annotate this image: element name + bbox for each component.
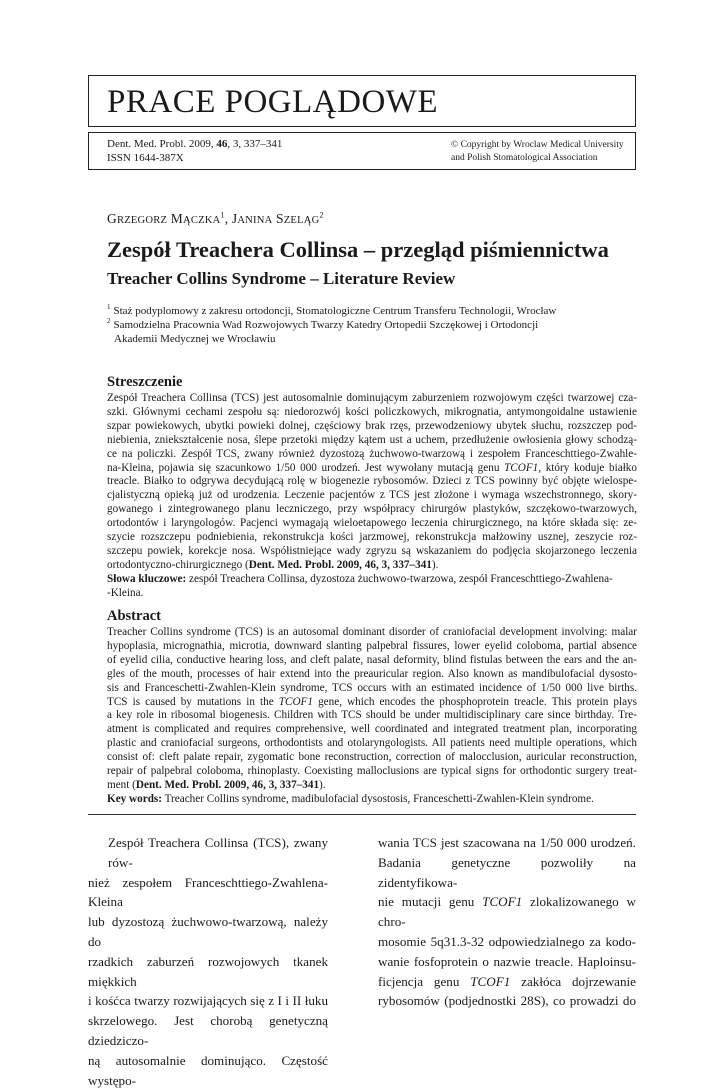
- text-run: ment (: [107, 778, 136, 791]
- body-column-left: [88, 833, 328, 1090]
- text-line: szpar powiekowych, ubytki powieki dolnej, częściowy brak rzęs, przewodzeniowy ubytek słuchu, rozszczep pod-: [107, 419, 637, 432]
- journal-name: Dent. Med. Probl. 2009,: [107, 138, 217, 150]
- body-line: skrzelowego. Jest chorobą genetyczną dziedziczo-: [88, 1013, 328, 1048]
- journal-issue-pages: , 3, 337–341: [227, 138, 283, 150]
- section-header-box: [88, 75, 636, 127]
- text-line: szycie rozszczepu podniebienia, rekonstrukcja kości jarzmowej, rekonstrukcja małżowiny usznej, zeszycie roz-: [107, 531, 637, 544]
- body-line: nież zespołem Franceschttiego-Zwahlena-Kleina: [88, 874, 328, 910]
- author-initial: J: [231, 211, 238, 226]
- keywords-text: Treacher Collins syndrome, madibulofacial dysostosis, Franceschetti-Zwahlen-Klein syndrome.: [162, 793, 594, 805]
- text-run: nie mutacji genu: [378, 894, 483, 910]
- body-line: ną autosomalnie dominująco. Częstość występo-: [88, 1052, 328, 1088]
- text-run: ortodontyczno-chirurgicznego (: [107, 558, 249, 571]
- affiliation-marker: 1: [107, 303, 111, 312]
- affiliation-text: Samodzielna Pracownia Wad Rozwojowych Twarzy Katedry Ortopedii Szczękowej i Ortodoncji: [113, 319, 539, 331]
- author-list: [107, 210, 324, 230]
- gene-name: TCOF1: [482, 894, 523, 910]
- body-line: wanie fosfoprotein o nazwie treacle. Haploinsu-: [378, 953, 636, 969]
- citation-ref: Dent. Med. Probl. 2009, 46, 3, 337–341: [248, 558, 432, 571]
- abstract-text: [107, 626, 637, 793]
- article-title-english: Treacher Collins Syndrome – Literature Review: [107, 269, 456, 288]
- text-run: ).: [431, 558, 439, 571]
- keywords-text: -Kleina.: [107, 586, 144, 599]
- body-line: rzadkich zaburzeń rozwojowych tkanek miękkich: [88, 953, 328, 989]
- text-line: niebienia, zniekształcenie nosa, ślepe przetoki między kątem ust a uchem, przedłużenie owłosienia głowy schodzą-: [107, 433, 637, 446]
- text-line: [107, 779, 637, 793]
- body-line: lub dyzostozą żuchwowo-twarzową, należy do: [88, 914, 328, 949]
- section-title: PRACE POGLĄDOWE: [107, 84, 439, 120]
- affiliation-1: [107, 304, 647, 318]
- author-name-part: ĄCZKA: [183, 215, 221, 226]
- text-line: a key role in ribosomal biogenesis. Children with TCS should be under multidisciplinary care since birthday. Tre-: [107, 709, 637, 722]
- gene-name: TCOF1: [504, 461, 539, 474]
- body-line: mosomie 5q31.3-32 odpowiedzialnego za kodo-: [378, 933, 636, 949]
- author-name-part: RZEGORZ: [116, 215, 168, 226]
- body-line: Zespół Treachera Collinsa (TCS), zwany rów-: [108, 835, 328, 870]
- body-column-right: [378, 833, 636, 1011]
- text-run: zakłóca dojrzewanie: [510, 973, 636, 989]
- text-run: na-Kleina, pojawia się szacunkowo 1/50 000 urodzeń. Jest wywołany mutacją genu: [107, 461, 505, 474]
- body-line: wania TCS jest szacowana na 1/50 000 urodzeń.: [378, 835, 636, 850]
- section-divider: [88, 814, 636, 815]
- author-affiliation-marker: 2: [319, 210, 324, 220]
- copyright-line: © Copyright by Wroclaw Medical University: [451, 140, 624, 150]
- text-line: of eyelid cilia, conductive hearing loss, and cleft palate, nasal deformity, blind fistulas between the ears and the an-: [107, 653, 637, 666]
- text-line: plastic and craniofacial surgeons, orthodontists and otolaryngologists. All patients need multiple operations, which: [107, 737, 637, 750]
- text-line: consist of: cleft palate repair, zygomatic bone reconstruction, correction of malocclusion, auricular reconstruction,: [107, 751, 637, 764]
- keywords-label: Słowa kluczowe:: [107, 573, 187, 585]
- text-line: szczepu powiek, korekcje nosa. Współistniejące wady zgryzu są wskazaniem do podjęcia skojarzonego leczenia: [107, 544, 637, 557]
- text-run: ).: [319, 778, 326, 791]
- gene-name: TCOF1: [470, 973, 511, 989]
- gene-name: TCOF1: [278, 695, 313, 708]
- text-line: [107, 696, 637, 710]
- keywords-label: Key words:: [107, 793, 162, 805]
- text-run: ficjencja genu: [378, 973, 471, 989]
- text-run: zlokalizowanego w chro-: [378, 894, 636, 930]
- text-line: repair of palpebral coloboma, rhinoplasty. Coexisting malloclusions are typical signs for orthodontic surgery treat-: [107, 765, 637, 778]
- body-line: i kośćca twarzy rozwijających się z I i II łuku: [88, 993, 328, 1009]
- text-line: ce na policzki. Zespół TCS, zwany również dyzostozą żuchwowo-twarzową i zespołem Franceschttiego-Zwahle-: [107, 447, 637, 460]
- streszczenie-text: [107, 392, 637, 573]
- text-line: szki. Głównymi cechami zespołu są: niedorozwój kości policzkowych, mikrognatia, antymongoidalne ustawienie: [107, 405, 637, 418]
- author-initial: S: [276, 211, 284, 226]
- affiliation-marker: 2: [107, 317, 111, 326]
- citation-ref: Dent. Med. Probl. 2009, 46, 3, 337–341: [135, 778, 320, 791]
- affiliations: [107, 304, 647, 346]
- author-initial: G: [107, 211, 117, 226]
- text-run: gene, which encodes the phosphoprotein treacle. This protein plays: [312, 695, 637, 708]
- body-line: rybosomów (podjednostki 28S), co prowadzi do: [378, 993, 636, 1009]
- author-name-part: ANINA: [237, 215, 273, 226]
- keywords-text: zespół Treachera Collinsa, dyzostoza żuchwowo-twarzowa, zespół Franceschttiego-Zwahlena-: [186, 573, 613, 585]
- text-line: gowanego i zintegrowanego planu leczniczego, przy współpracy chirurgów plastyków, szczękowo-twarzowych,: [107, 503, 637, 516]
- journal-volume: 46: [216, 138, 228, 150]
- copyright-notice: [451, 139, 624, 165]
- article-title-polish: Zespół Treachera Collinsa – przegląd piśmiennictwa: [107, 237, 609, 262]
- affiliation-2-cont: Akademii Medycznej we Wrocławiu: [114, 333, 276, 345]
- text-line: hypoplasia, micrognathia, microtia, downward slanting palpebral fissures, lower eyelid coloboma, partial absence: [107, 639, 637, 652]
- text-line: atment is complicated and requires comprehensive, well coordinated and integrated treatment plan, incorporating: [107, 723, 637, 736]
- keywords-english: [107, 793, 637, 807]
- text-run: TCS is caused by mutations in the: [107, 695, 279, 708]
- body-line: [378, 972, 636, 992]
- affiliation-2: [107, 318, 647, 332]
- text-line: [107, 559, 637, 573]
- text-line: Treacher Collins syndrome (TCS) is an autosomal dominant disorder of craniofacial development involving: malar: [107, 626, 637, 638]
- streszczenie-heading: Streszczenie: [107, 374, 183, 390]
- author-name-part: ZELĄG: [283, 215, 320, 226]
- keywords-polish: [107, 573, 637, 601]
- body-line: [378, 892, 636, 932]
- text-run: , który koduje białko: [538, 461, 637, 474]
- journal-citation: [107, 137, 282, 165]
- copyright-line: and Polish Stomatological Association: [451, 153, 598, 163]
- author-affiliation-marker: 1: [220, 210, 225, 220]
- body-line: Badania genetyczne pozwoliły na zidentyfikowa-: [378, 854, 636, 890]
- author-separator: ,: [224, 211, 232, 226]
- text-line: sis and Franceschetti-Zwahlen-Klein syndrome, TCS occurs with an estimated incidence of 1/50 000 live births.: [107, 681, 637, 694]
- text-line: cjalistyczną opieką już od urodzenia. Leczenie pacjentów z TCS jest złożone i wymaga wszechstronnego, skory-: [107, 489, 637, 502]
- journal-issn: ISSN 1644-387X: [107, 152, 184, 164]
- affiliation-text: Staż podyplomowy z zakresu ortodoncji, Stomatologiczne Centrum Transferu Technologii, Wrocław: [113, 305, 557, 317]
- text-line: ortodontów i laryngologów. Pacjenci wymagają wieloetapowego leczenia chirurgicznego, na które składa się: ze-: [107, 517, 637, 530]
- abstract-heading: Abstract: [107, 608, 161, 624]
- text-line: gles of the mouth, processes of hair extend into the preauricular region. Also known as mandibulofacial dysosto-: [107, 667, 637, 680]
- author-initial: M: [170, 211, 183, 226]
- text-line: [107, 462, 637, 476]
- text-line: treacle. Białko to odgrywa decydującą rolę w biogenezie rybosomów. Dzieci z TCS powinny być objęte wielospe-: [107, 475, 637, 488]
- text-line: Zespół Treachera Collinsa (TCS) jest autosomalnie dominującym zaburzeniem rozwojowym części twarzowej cza-: [107, 392, 637, 404]
- journal-info-box: [88, 132, 636, 170]
